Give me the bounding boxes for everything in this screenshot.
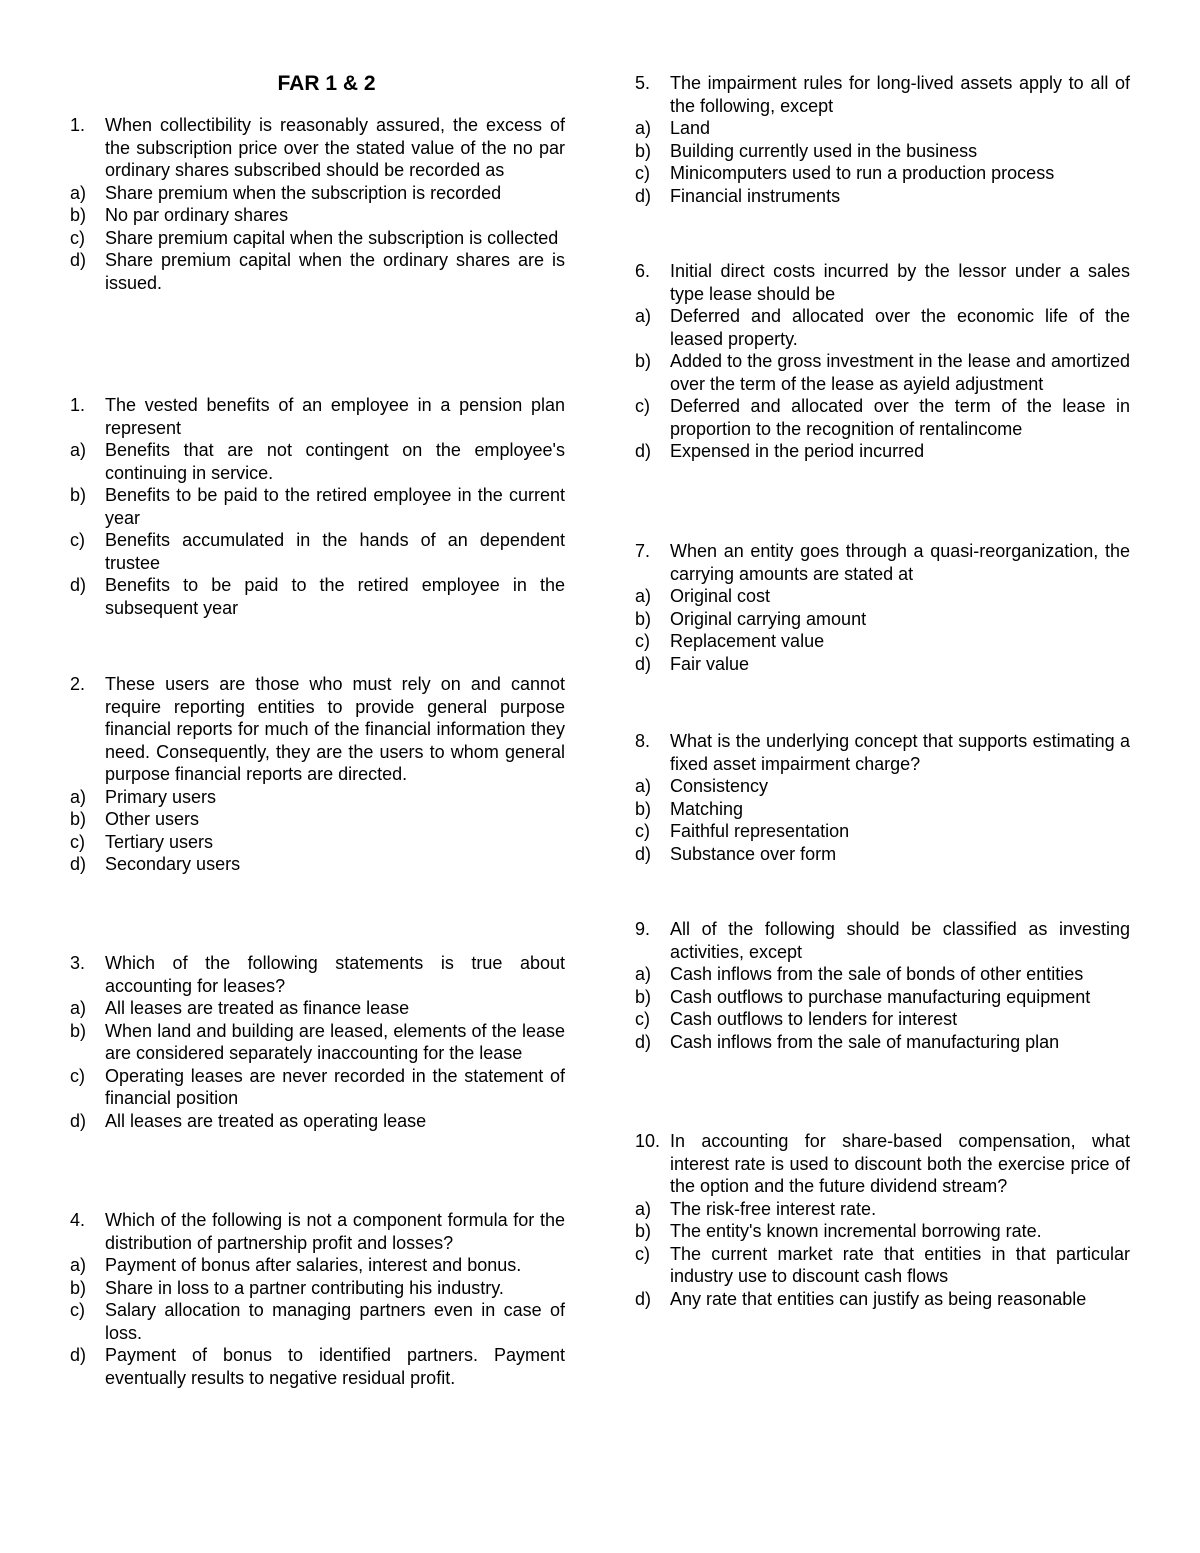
- answer-option: [635, 1220, 1130, 1243]
- answer-option: [70, 1254, 565, 1277]
- answer-option: [635, 305, 1130, 350]
- question-stem: [635, 72, 1130, 117]
- answer-option: [635, 1243, 1130, 1288]
- question-text: In accounting for share-based compensation, what interest rate is used to discount both the exercise price of the option and the future dividend stream?: [670, 1131, 1130, 1196]
- option-text: Added to the gross investment in the lease and amortized over the term of the lease as ayield adjustment: [670, 351, 1130, 394]
- question-block: [70, 952, 565, 1132]
- option-text: Share premium capital when the ordinary shares are is issued.: [105, 250, 565, 293]
- option-letter: c): [635, 821, 650, 841]
- question-number: 3.: [70, 953, 86, 973]
- answer-option: [635, 1198, 1130, 1221]
- answer-option: [70, 1020, 565, 1065]
- question-block: [635, 918, 1130, 1053]
- answer-option: [70, 1110, 565, 1133]
- option-text: Secondary users: [105, 854, 241, 874]
- option-text: Matching: [670, 798, 744, 819]
- option-text: Operating leases are never recorded in the statement of financial position: [105, 1065, 565, 1108]
- question-stem: [635, 1130, 1130, 1198]
- question-text: The vested benefits of an employee in a pension plan represent: [105, 395, 565, 438]
- question-stem: [635, 540, 1130, 585]
- option-text: Cash outflows to lenders for interest: [670, 1009, 958, 1029]
- option-text: Fair value: [670, 653, 750, 674]
- option-letter: d): [635, 441, 652, 461]
- option-letter: b): [635, 140, 652, 161]
- question-text: Initial direct costs incurred by the lessor under a sales type lease should be: [670, 261, 1130, 304]
- answer-option: [635, 440, 1130, 463]
- question-stem: [70, 394, 565, 439]
- option-text: Deferred and allocated over the economic life of the leased property.: [670, 306, 1130, 349]
- option-text: Financial instruments: [670, 185, 841, 206]
- question-text: What is the underlying concept that supports estimating a fixed asset impairment charge?: [670, 731, 1130, 774]
- option-letter: a): [635, 118, 652, 138]
- question-block: [635, 730, 1130, 865]
- option-letter: c): [635, 1243, 650, 1264]
- question-block: [635, 72, 1130, 207]
- answer-option: [635, 1031, 1130, 1054]
- answer-option: [70, 227, 565, 250]
- option-text: Land: [670, 118, 711, 138]
- option-letter: a): [635, 586, 652, 606]
- option-text: Share in loss to a partner contributing his industry.: [105, 1277, 504, 1298]
- option-letter: d): [635, 1031, 652, 1052]
- question-stem: [70, 114, 565, 182]
- question-block: [70, 114, 565, 294]
- option-letter: b): [635, 798, 652, 819]
- option-letter: b): [70, 485, 87, 505]
- option-letter: c): [635, 396, 650, 416]
- question-number: 8.: [635, 731, 651, 751]
- option-text: Consistency: [670, 776, 769, 796]
- option-text: Building currently used in the business: [670, 140, 978, 161]
- option-text: All leases are treated as finance lease: [105, 998, 410, 1018]
- option-letter: b): [635, 986, 652, 1007]
- option-letter: d): [70, 854, 87, 874]
- question-block: [70, 673, 565, 876]
- answer-option: [635, 585, 1130, 608]
- answer-option: [635, 608, 1130, 631]
- answer-option: [70, 1065, 565, 1110]
- option-text: Any rate that entities can justify as being reasonable: [670, 1288, 1087, 1309]
- option-text: Deferred and allocated over the term of the lease in proportion to the recognition of rentalincome: [670, 396, 1130, 439]
- answer-option: [635, 986, 1130, 1009]
- answer-option: [635, 775, 1130, 798]
- option-letter: a): [70, 182, 87, 203]
- option-letter: a): [70, 1255, 87, 1275]
- option-text: Cash inflows from the sale of bonds of other entities: [670, 964, 1084, 984]
- answer-option: [70, 182, 565, 205]
- answer-option: [635, 843, 1130, 866]
- page-title: FAR 1 & 2: [277, 72, 376, 95]
- option-text: Benefits to be paid to the retired employee in the subsequent year: [105, 575, 565, 618]
- option-text: The current market rate that entities in that particular industry use to discount cash flows: [670, 1243, 1130, 1286]
- option-text: Payment of bonus to identified partners. Payment eventually results to negative residual profit.: [105, 1345, 565, 1388]
- question-number: 2.: [70, 674, 86, 694]
- answer-option: [70, 831, 565, 854]
- question-block: [635, 260, 1130, 463]
- option-letter: b): [635, 1221, 652, 1241]
- answer-option: [70, 997, 565, 1020]
- answer-option: [70, 1344, 565, 1389]
- answer-option: [635, 820, 1130, 843]
- option-text: Expensed in the period incurred: [670, 441, 925, 461]
- option-letter: c): [70, 1300, 85, 1320]
- question-number: 6.: [635, 261, 651, 281]
- answer-option: [635, 117, 1130, 140]
- answer-option: [70, 574, 565, 619]
- option-text: Primary users: [105, 786, 217, 807]
- option-text: Faithful representation: [670, 821, 850, 841]
- question-number: 7.: [635, 541, 651, 561]
- question-stem: [70, 673, 565, 786]
- question-text: These users are those who must rely on and cannot require reporting entities to provide general purpose financial reports for much of the financial information they need. Consequently, they are the users to whom general purpose financial reports are directed.: [105, 674, 565, 784]
- question-block: [635, 540, 1130, 675]
- option-letter: c): [70, 227, 85, 248]
- option-letter: b): [70, 205, 87, 225]
- option-letter: d): [70, 250, 87, 270]
- option-text: Payment of bonus after salaries, interest and bonus.: [105, 1255, 522, 1275]
- option-letter: b): [70, 1277, 87, 1298]
- option-text: Original cost: [670, 586, 771, 606]
- answer-option: [70, 204, 565, 227]
- option-letter: b): [70, 1020, 87, 1041]
- question-text: When collectibility is reasonably assured, the excess of the subscription price over the stated value of the no par ordinary shares subscribed should be recorded as: [105, 115, 565, 180]
- answer-option: [70, 808, 565, 831]
- answer-option: [635, 350, 1130, 395]
- option-letter: c): [635, 1009, 650, 1029]
- option-letter: a): [70, 440, 87, 460]
- option-text: Other users: [105, 809, 200, 829]
- question-text: All of the following should be classified as investing activities, except: [670, 919, 1130, 962]
- option-letter: a): [70, 786, 87, 807]
- option-text: Cash inflows from the sale of manufacturing plan: [670, 1031, 1060, 1052]
- option-letter: d): [70, 1345, 87, 1365]
- option-text: Minicomputers used to run a production process: [670, 163, 1055, 183]
- option-letter: a): [635, 964, 652, 984]
- option-text: The entity's known incremental borrowing rate.: [670, 1221, 1042, 1241]
- question-text: The impairment rules for long-lived assets apply to all of the following, except: [670, 73, 1130, 116]
- option-letter: a): [70, 998, 87, 1018]
- question-stem: [635, 918, 1130, 963]
- answer-option: [635, 798, 1130, 821]
- question-text: Which of the following is not a component formula for the distribution of partnership profit and losses?: [105, 1210, 565, 1253]
- question-number: 9.: [635, 919, 651, 939]
- question-number: 4.: [70, 1210, 86, 1230]
- option-text: Cash outflows to purchase manufacturing equipment: [670, 986, 1091, 1007]
- option-letter: c): [70, 831, 85, 852]
- question-stem: [70, 952, 565, 997]
- question-stem: [70, 1209, 565, 1254]
- option-letter: a): [635, 1198, 652, 1219]
- option-text: Original carrying amount: [670, 608, 867, 629]
- option-letter: b): [70, 809, 87, 829]
- question-stem: [635, 730, 1130, 775]
- question-stem: [635, 260, 1130, 305]
- answer-option: [635, 185, 1130, 208]
- option-letter: d): [635, 185, 652, 206]
- answer-option: [635, 162, 1130, 185]
- question-number: 10.: [635, 1131, 661, 1151]
- option-letter: b): [635, 351, 652, 371]
- question-text: When an entity goes through a quasi-reorganization, the carrying amounts are stated at: [670, 541, 1130, 584]
- option-letter: d): [635, 1288, 652, 1309]
- answer-option: [70, 529, 565, 574]
- question-number: 5.: [635, 73, 651, 93]
- answer-option: [635, 395, 1130, 440]
- answer-option: [70, 484, 565, 529]
- question-number: 1.: [70, 115, 86, 135]
- answer-option: [70, 1277, 565, 1300]
- answer-option: [635, 630, 1130, 653]
- option-letter: d): [70, 575, 87, 595]
- option-letter: b): [635, 608, 652, 629]
- question-block: [70, 1209, 565, 1389]
- option-text: Replacement value: [670, 631, 825, 651]
- option-text: Tertiary users: [105, 831, 214, 852]
- answer-option: [70, 1299, 565, 1344]
- answer-option: [70, 786, 565, 809]
- answer-option: [635, 1288, 1130, 1311]
- option-text: Benefits to be paid to the retired employee in the current year: [105, 485, 565, 528]
- option-letter: c): [635, 631, 650, 651]
- option-letter: d): [70, 1110, 87, 1131]
- question-block: [70, 394, 565, 619]
- answer-option: [635, 963, 1130, 986]
- option-text: Benefits that are not contingent on the employee's continuing in service.: [105, 440, 565, 483]
- option-text: Share premium capital when the subscription is collected: [105, 227, 559, 248]
- option-letter: a): [635, 776, 652, 796]
- answer-option: [70, 249, 565, 294]
- option-text: The risk-free interest rate.: [670, 1198, 877, 1219]
- option-text: All leases are treated as operating lease: [105, 1110, 427, 1131]
- answer-option: [635, 653, 1130, 676]
- answer-option: [635, 140, 1130, 163]
- option-text: Benefits accumulated in the hands of an dependent trustee: [105, 530, 565, 573]
- option-letter: c): [70, 530, 85, 550]
- option-letter: c): [635, 163, 650, 183]
- question-block: [635, 1130, 1130, 1310]
- option-text: Substance over form: [670, 843, 837, 864]
- option-letter: d): [635, 843, 652, 864]
- question-number: 1.: [70, 395, 86, 415]
- answer-option: [70, 439, 565, 484]
- option-text: When land and building are leased, elements of the lease are considered separately inaccounting for the lease: [105, 1020, 565, 1063]
- option-letter: d): [635, 653, 652, 674]
- option-text: Share premium when the subscription is recorded: [105, 182, 502, 203]
- option-letter: a): [635, 306, 652, 326]
- answer-option: [70, 853, 565, 876]
- option-text: Salary allocation to managing partners even in case of loss.: [105, 1300, 565, 1343]
- question-text: Which of the following statements is true about accounting for leases?: [105, 953, 565, 996]
- option-letter: c): [70, 1065, 85, 1086]
- option-text: No par ordinary shares: [105, 205, 289, 225]
- answer-option: [635, 1008, 1130, 1031]
